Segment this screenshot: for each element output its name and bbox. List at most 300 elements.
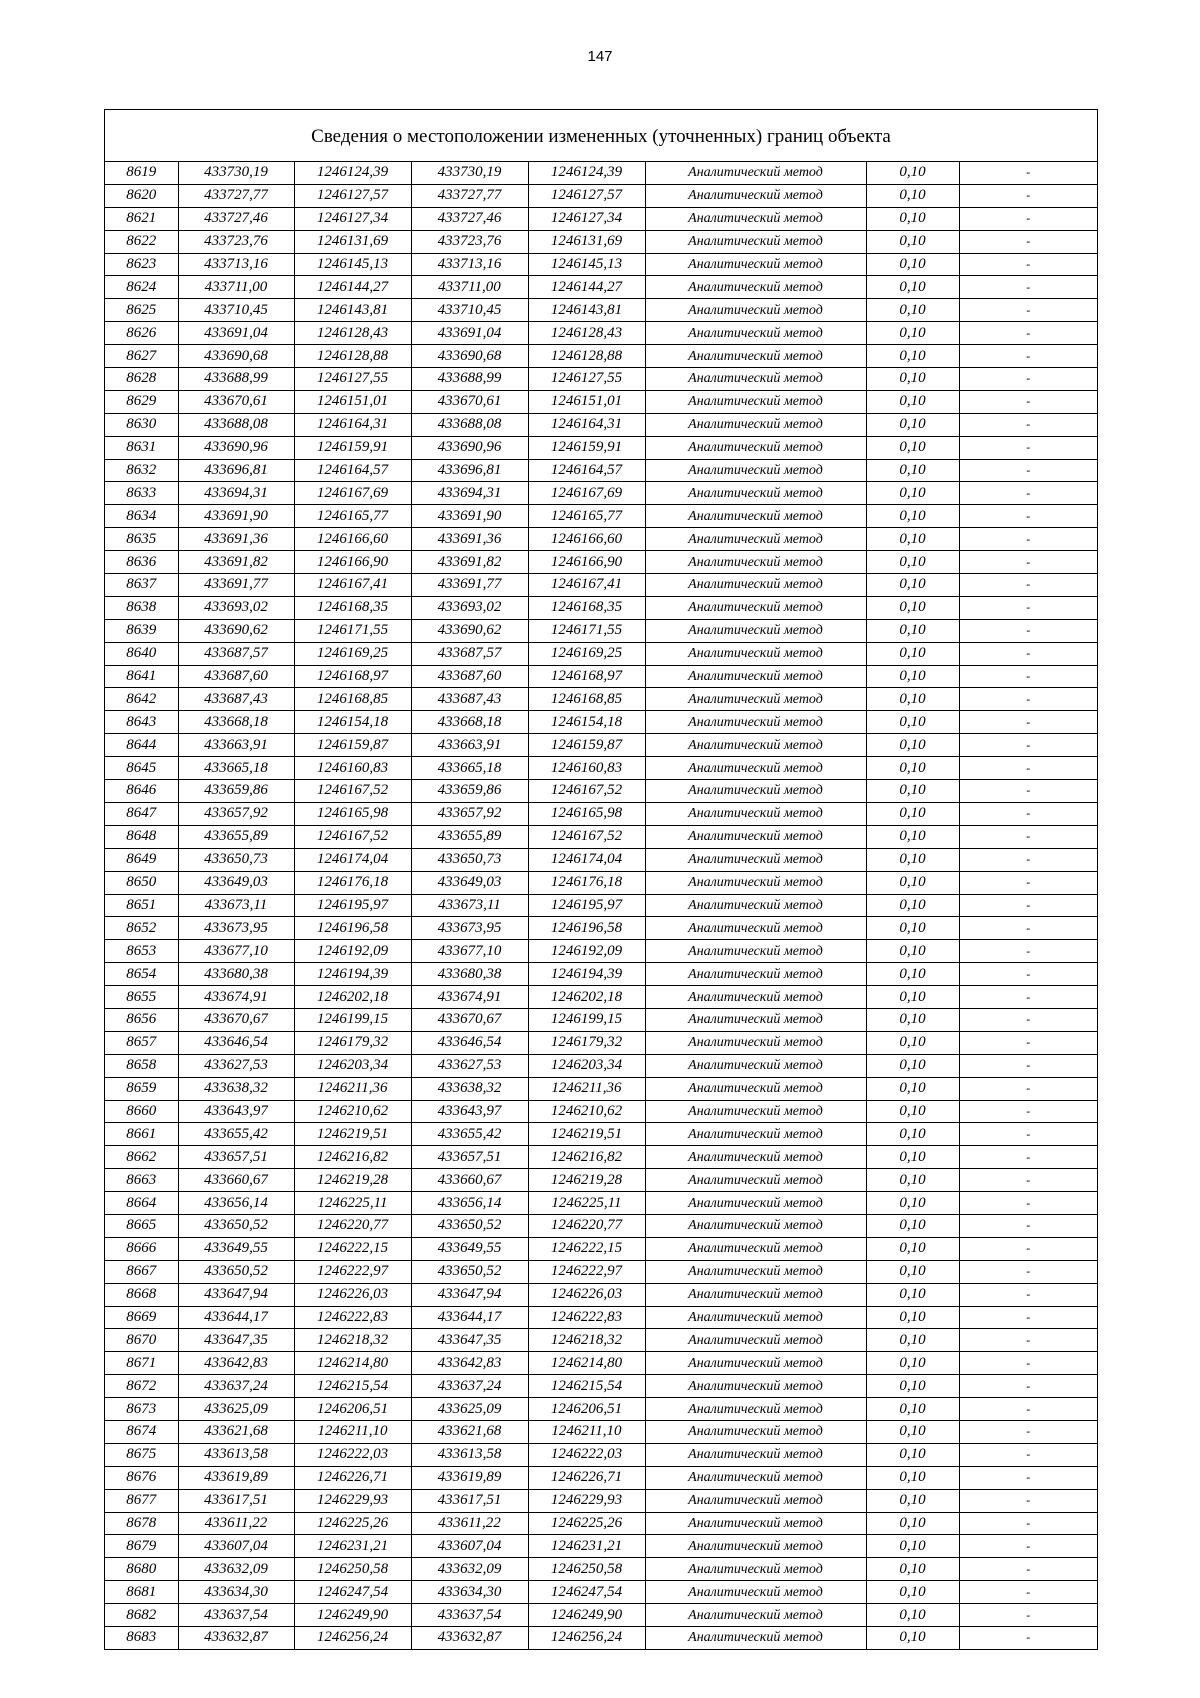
table-row (105, 505, 1097, 528)
y-new-cell: 1246167,41 (528, 574, 645, 597)
table-row (105, 1077, 1097, 1100)
note-cell: - (959, 1535, 1097, 1558)
note-cell: - (959, 665, 1097, 688)
y-new-cell: 1246167,69 (528, 482, 645, 505)
point-number-cell: 8630 (105, 413, 178, 436)
method-cell: Аналитический метод (645, 162, 866, 184)
table-row (105, 345, 1097, 368)
table-row (105, 1260, 1097, 1283)
x-new-cell: 433657,51 (411, 1146, 528, 1169)
table-row (105, 688, 1097, 711)
y-old-cell: 1246219,51 (294, 1123, 411, 1146)
note-cell: - (959, 642, 1097, 665)
note-cell: - (959, 1604, 1097, 1627)
method-cell: Аналитический метод (645, 711, 866, 734)
table-row (105, 757, 1097, 780)
method-cell: Аналитический метод (645, 482, 866, 505)
method-cell: Аналитический метод (645, 505, 866, 528)
x-new-cell: 433617,51 (411, 1489, 528, 1512)
accuracy-cell: 0,10 (866, 619, 959, 642)
table-row (105, 1627, 1097, 1649)
x-new-cell: 433713,16 (411, 253, 528, 276)
x-old-cell: 433673,11 (178, 894, 294, 917)
point-number-cell: 8668 (105, 1283, 178, 1306)
accuracy-cell: 0,10 (866, 207, 959, 230)
x-new-cell: 433627,53 (411, 1054, 528, 1077)
x-old-cell: 433690,96 (178, 436, 294, 459)
method-cell: Аналитический метод (645, 1558, 866, 1581)
x-old-cell: 433691,90 (178, 505, 294, 528)
note-cell: - (959, 780, 1097, 803)
x-new-cell: 433730,19 (411, 162, 528, 184)
y-new-cell: 1246214,80 (528, 1352, 645, 1375)
y-new-cell: 1246226,03 (528, 1283, 645, 1306)
x-new-cell: 433646,54 (411, 1031, 528, 1054)
y-new-cell: 1246195,97 (528, 894, 645, 917)
accuracy-cell: 0,10 (866, 1214, 959, 1237)
x-new-cell: 433621,68 (411, 1420, 528, 1443)
accuracy-cell: 0,10 (866, 436, 959, 459)
x-old-cell: 433693,02 (178, 596, 294, 619)
note-cell: - (959, 505, 1097, 528)
y-new-cell: 1246124,39 (528, 162, 645, 184)
table-row (105, 551, 1097, 574)
point-number-cell: 8631 (105, 436, 178, 459)
y-new-cell: 1246206,51 (528, 1398, 645, 1421)
x-old-cell: 433650,52 (178, 1260, 294, 1283)
method-cell: Аналитический метод (645, 322, 866, 345)
method-cell: Аналитический метод (645, 1581, 866, 1604)
x-new-cell: 433687,43 (411, 688, 528, 711)
point-number-cell: 8625 (105, 299, 178, 322)
y-old-cell: 1246166,90 (294, 551, 411, 574)
point-number-cell: 8627 (105, 345, 178, 368)
note-cell: - (959, 1192, 1097, 1215)
accuracy-cell: 0,10 (866, 871, 959, 894)
y-new-cell: 1246151,01 (528, 390, 645, 413)
y-new-cell: 1246169,25 (528, 642, 645, 665)
point-number-cell: 8635 (105, 528, 178, 551)
x-new-cell: 433659,86 (411, 780, 528, 803)
accuracy-cell: 0,10 (866, 230, 959, 253)
x-new-cell: 433710,45 (411, 299, 528, 322)
table-row (105, 986, 1097, 1009)
x-new-cell: 433691,90 (411, 505, 528, 528)
note-cell: - (959, 802, 1097, 825)
note-cell: - (959, 390, 1097, 413)
x-new-cell: 433644,17 (411, 1306, 528, 1329)
y-old-cell: 1246220,77 (294, 1214, 411, 1237)
note-cell: - (959, 1054, 1097, 1077)
method-cell: Аналитический метод (645, 390, 866, 413)
x-new-cell: 433723,76 (411, 230, 528, 253)
method-cell: Аналитический метод (645, 734, 866, 757)
y-old-cell: 1246202,18 (294, 986, 411, 1009)
y-old-cell: 1246164,57 (294, 459, 411, 482)
y-new-cell: 1246211,36 (528, 1077, 645, 1100)
x-old-cell: 433660,67 (178, 1169, 294, 1192)
y-new-cell: 1246225,11 (528, 1192, 645, 1215)
x-old-cell: 433691,36 (178, 528, 294, 551)
note-cell: - (959, 1214, 1097, 1237)
y-old-cell: 1246247,54 (294, 1581, 411, 1604)
method-cell: Аналитический метод (645, 1100, 866, 1123)
note-cell: - (959, 551, 1097, 574)
method-cell: Аналитический метод (645, 1420, 866, 1443)
y-old-cell: 1246128,88 (294, 345, 411, 368)
accuracy-cell: 0,10 (866, 734, 959, 757)
accuracy-cell: 0,10 (866, 368, 959, 391)
table-row (105, 1008, 1097, 1031)
x-new-cell: 433674,91 (411, 986, 528, 1009)
x-new-cell: 433650,52 (411, 1214, 528, 1237)
note-cell: - (959, 734, 1097, 757)
x-new-cell: 433632,87 (411, 1627, 528, 1649)
note-cell: - (959, 436, 1097, 459)
y-new-cell: 1246131,69 (528, 230, 645, 253)
point-number-cell: 8680 (105, 1558, 178, 1581)
y-new-cell: 1246174,04 (528, 848, 645, 871)
y-new-cell: 1246128,43 (528, 322, 645, 345)
x-old-cell: 433613,58 (178, 1443, 294, 1466)
table-row (105, 596, 1097, 619)
accuracy-cell: 0,10 (866, 917, 959, 940)
table-row (105, 1512, 1097, 1535)
note-cell: - (959, 1146, 1097, 1169)
y-new-cell: 1246159,91 (528, 436, 645, 459)
x-old-cell: 433634,30 (178, 1581, 294, 1604)
accuracy-cell: 0,10 (866, 1192, 959, 1215)
x-old-cell: 433625,09 (178, 1398, 294, 1421)
x-old-cell: 433688,08 (178, 413, 294, 436)
y-new-cell: 1246211,10 (528, 1420, 645, 1443)
x-old-cell: 433627,53 (178, 1054, 294, 1077)
y-new-cell: 1246145,13 (528, 253, 645, 276)
accuracy-cell: 0,10 (866, 1398, 959, 1421)
table-row (105, 253, 1097, 276)
point-number-cell: 8653 (105, 940, 178, 963)
y-old-cell: 1246160,83 (294, 757, 411, 780)
x-old-cell: 433656,14 (178, 1192, 294, 1215)
x-old-cell: 433691,04 (178, 322, 294, 345)
y-old-cell: 1246124,39 (294, 162, 411, 184)
x-old-cell: 433657,51 (178, 1146, 294, 1169)
x-old-cell: 433668,18 (178, 711, 294, 734)
table-row (105, 1283, 1097, 1306)
method-cell: Аналитический метод (645, 940, 866, 963)
point-number-cell: 8644 (105, 734, 178, 757)
table-row (105, 894, 1097, 917)
y-old-cell: 1246127,34 (294, 207, 411, 230)
note-cell: - (959, 848, 1097, 871)
y-old-cell: 1246144,27 (294, 276, 411, 299)
y-old-cell: 1246222,83 (294, 1306, 411, 1329)
note-cell: - (959, 1306, 1097, 1329)
x-old-cell: 433674,91 (178, 986, 294, 1009)
note-cell: - (959, 1260, 1097, 1283)
note-cell: - (959, 184, 1097, 207)
note-cell: - (959, 1237, 1097, 1260)
table-row (105, 848, 1097, 871)
y-old-cell: 1246225,26 (294, 1512, 411, 1535)
x-old-cell: 433727,77 (178, 184, 294, 207)
table-row (105, 734, 1097, 757)
x-old-cell: 433687,43 (178, 688, 294, 711)
table-row (105, 1237, 1097, 1260)
x-old-cell: 433643,97 (178, 1100, 294, 1123)
point-number-cell: 8675 (105, 1443, 178, 1466)
point-number-cell: 8633 (105, 482, 178, 505)
note-cell: - (959, 1489, 1097, 1512)
y-old-cell: 1246127,55 (294, 368, 411, 391)
method-cell: Аналитический метод (645, 276, 866, 299)
y-new-cell: 1246210,62 (528, 1100, 645, 1123)
accuracy-cell: 0,10 (866, 1260, 959, 1283)
table-row (105, 299, 1097, 322)
x-new-cell: 433637,54 (411, 1604, 528, 1627)
accuracy-cell: 0,10 (866, 1237, 959, 1260)
accuracy-cell: 0,10 (866, 1420, 959, 1443)
method-cell: Аналитический метод (645, 871, 866, 894)
x-old-cell: 433655,89 (178, 825, 294, 848)
method-cell: Аналитический метод (645, 1466, 866, 1489)
method-cell: Аналитический метод (645, 1627, 866, 1649)
point-number-cell: 8620 (105, 184, 178, 207)
accuracy-cell: 0,10 (866, 1169, 959, 1192)
y-old-cell: 1246165,77 (294, 505, 411, 528)
y-new-cell: 1246164,57 (528, 459, 645, 482)
note-cell: - (1026, 1630, 1031, 1645)
note-cell: - (959, 619, 1097, 642)
note-cell: - (959, 230, 1097, 253)
x-old-cell: 433644,17 (178, 1306, 294, 1329)
point-number-cell: 8661 (105, 1123, 178, 1146)
x-new-cell: 433727,77 (411, 184, 528, 207)
y-old-cell: 1246199,15 (294, 1008, 411, 1031)
x-new-cell: 433663,91 (411, 734, 528, 757)
point-number-cell: 8677 (105, 1489, 178, 1512)
y-new-cell: 1246179,32 (528, 1031, 645, 1054)
y-old-cell: 1246168,85 (294, 688, 411, 711)
note-cell: - (959, 894, 1097, 917)
point-number-cell: 8623 (105, 253, 178, 276)
y-old-cell: 1246171,55 (294, 619, 411, 642)
accuracy-cell: 0,10 (866, 894, 959, 917)
table-row (105, 1329, 1097, 1352)
point-number-cell: 8626 (105, 322, 178, 345)
page-number: 147 (587, 48, 613, 65)
x-old-cell: 433687,57 (178, 642, 294, 665)
x-old-cell: 433647,35 (178, 1329, 294, 1352)
y-old-cell: 1246211,10 (294, 1420, 411, 1443)
note-cell: - (959, 574, 1097, 597)
accuracy-cell: 0,10 (866, 459, 959, 482)
method-cell: Аналитический метод (645, 1008, 866, 1031)
y-new-cell: 1246226,71 (528, 1466, 645, 1489)
y-new-cell: 1246216,82 (528, 1146, 645, 1169)
table-row (105, 1123, 1097, 1146)
y-old-cell: 1246151,01 (294, 390, 411, 413)
accuracy-cell: 0,10 (866, 574, 959, 597)
y-old-cell: 1246222,15 (294, 1237, 411, 1260)
y-old-cell: 1246226,71 (294, 1466, 411, 1489)
table-row (105, 871, 1097, 894)
method-cell: Аналитический метод (645, 1352, 866, 1375)
x-new-cell: 433693,02 (411, 596, 528, 619)
table-row (105, 1535, 1097, 1558)
method-cell: Аналитический метод (645, 894, 866, 917)
x-new-cell: 433660,67 (411, 1169, 528, 1192)
method-cell: Аналитический метод (645, 1512, 866, 1535)
x-old-cell: 433649,03 (178, 871, 294, 894)
x-new-cell: 433650,52 (411, 1260, 528, 1283)
method-cell: Аналитический метод (645, 1054, 866, 1077)
table-row (105, 1100, 1097, 1123)
table-row (105, 1398, 1097, 1421)
y-old-cell: 1246218,32 (294, 1329, 411, 1352)
method-cell: Аналитический метод (645, 528, 866, 551)
x-old-cell: 433688,99 (178, 368, 294, 391)
point-number-cell: 8672 (105, 1375, 178, 1398)
point-number-cell: 8658 (105, 1054, 178, 1077)
method-cell: Аналитический метод (645, 368, 866, 391)
y-new-cell: 1246192,09 (528, 940, 645, 963)
point-number-cell: 8638 (105, 596, 178, 619)
y-new-cell: 1246250,58 (528, 1558, 645, 1581)
x-old-cell: 433727,46 (178, 207, 294, 230)
accuracy-cell: 0,10 (866, 253, 959, 276)
x-old-cell: 433730,19 (178, 162, 294, 184)
x-old-cell: 433619,89 (178, 1466, 294, 1489)
y-new-cell: 1246168,85 (528, 688, 645, 711)
y-old-cell: 1246167,52 (294, 825, 411, 848)
y-old-cell: 1246222,97 (294, 1260, 411, 1283)
x-old-cell: 433711,00 (178, 276, 294, 299)
note-cell: - (959, 1031, 1097, 1054)
x-new-cell: 433656,14 (411, 1192, 528, 1215)
accuracy-cell: 0,10 (866, 1352, 959, 1375)
note-cell: - (959, 1398, 1097, 1421)
point-number-cell: 8629 (105, 390, 178, 413)
x-old-cell: 433632,09 (178, 1558, 294, 1581)
accuracy-cell: 0,10 (866, 390, 959, 413)
y-new-cell: 1246222,83 (528, 1306, 645, 1329)
x-old-cell: 433713,16 (178, 253, 294, 276)
point-number-cell: 8648 (105, 825, 178, 848)
point-number-cell: 8681 (105, 1581, 178, 1604)
point-number-cell: 8636 (105, 551, 178, 574)
method-cell: Аналитический метод (645, 1306, 866, 1329)
y-old-cell: 1246226,03 (294, 1283, 411, 1306)
x-new-cell: 433680,38 (411, 963, 528, 986)
y-old-cell: 1246256,24 (294, 1627, 411, 1649)
point-number-cell: 8659 (105, 1077, 178, 1100)
accuracy-cell: 0,10 (866, 345, 959, 368)
y-old-cell: 1246215,54 (294, 1375, 411, 1398)
y-new-cell: 1246229,93 (528, 1489, 645, 1512)
point-number-cell: 8682 (105, 1604, 178, 1627)
x-new-cell: 433619,89 (411, 1466, 528, 1489)
x-new-cell: 433647,94 (411, 1283, 528, 1306)
point-number-cell: 8645 (105, 757, 178, 780)
note-cell: - (959, 871, 1097, 894)
y-old-cell: 1246214,80 (294, 1352, 411, 1375)
y-new-cell: 1246249,90 (528, 1604, 645, 1627)
x-new-cell: 433727,46 (411, 207, 528, 230)
y-new-cell: 1246220,77 (528, 1214, 645, 1237)
accuracy-cell: 0,10 (866, 1535, 959, 1558)
accuracy-cell: 0,10 (866, 848, 959, 871)
y-new-cell: 1246171,55 (528, 619, 645, 642)
y-old-cell: 1246194,39 (294, 963, 411, 986)
point-number-cell: 8665 (105, 1214, 178, 1237)
method-cell: Аналитический метод (645, 184, 866, 207)
accuracy-cell: 0,10 (866, 413, 959, 436)
accuracy-cell: 0,10 (866, 1077, 959, 1100)
x-new-cell: 433711,00 (411, 276, 528, 299)
point-number-cell: 8663 (105, 1169, 178, 1192)
table-row (105, 802, 1097, 825)
accuracy-cell: 0,10 (866, 1306, 959, 1329)
y-new-cell: 1246202,18 (528, 986, 645, 1009)
note-cell: - (959, 459, 1097, 482)
table-row (105, 1169, 1097, 1192)
x-old-cell: 433691,82 (178, 551, 294, 574)
point-number-cell: 8649 (105, 848, 178, 871)
accuracy-cell: 0,10 (866, 757, 959, 780)
note-cell: - (959, 1558, 1097, 1581)
x-old-cell: 433607,04 (178, 1535, 294, 1558)
table-row (105, 1306, 1097, 1329)
y-new-cell: 1246219,51 (528, 1123, 645, 1146)
x-old-cell: 433642,83 (178, 1352, 294, 1375)
y-new-cell: 1246165,98 (528, 802, 645, 825)
method-cell: Аналитический метод (645, 207, 866, 230)
x-new-cell: 433673,11 (411, 894, 528, 917)
table-row (105, 528, 1097, 551)
x-old-cell: 433621,68 (178, 1420, 294, 1443)
note-cell: - (959, 1169, 1097, 1192)
note-cell: - (959, 528, 1097, 551)
method-cell: Аналитический метод (645, 1375, 866, 1398)
method-cell: Аналитический метод (645, 596, 866, 619)
point-number-cell: 8678 (105, 1512, 178, 1535)
point-number-cell: 8624 (105, 276, 178, 299)
table-row (105, 368, 1097, 391)
accuracy-cell: 0,10 (866, 184, 959, 207)
x-old-cell: 433650,73 (178, 848, 294, 871)
note-cell: - (959, 368, 1097, 391)
method-cell: Аналитический метод (645, 802, 866, 825)
table-row (105, 642, 1097, 665)
note-cell: - (959, 1329, 1097, 1352)
table-row (105, 230, 1097, 253)
y-old-cell: 1246127,57 (294, 184, 411, 207)
y-new-cell: 1246215,54 (528, 1375, 645, 1398)
x-old-cell: 433690,68 (178, 345, 294, 368)
y-old-cell: 1246164,31 (294, 413, 411, 436)
accuracy-cell: 0,10 (866, 1100, 959, 1123)
accuracy-cell: 0,10 (866, 162, 959, 184)
y-new-cell: 1246231,21 (528, 1535, 645, 1558)
x-new-cell: 433638,32 (411, 1077, 528, 1100)
accuracy-cell: 0,10 (866, 1604, 959, 1627)
x-new-cell: 433655,42 (411, 1123, 528, 1146)
method-cell: Аналитический метод (645, 1489, 866, 1512)
table-row (105, 1146, 1097, 1169)
x-new-cell: 433650,73 (411, 848, 528, 871)
y-old-cell: 1246176,18 (294, 871, 411, 894)
